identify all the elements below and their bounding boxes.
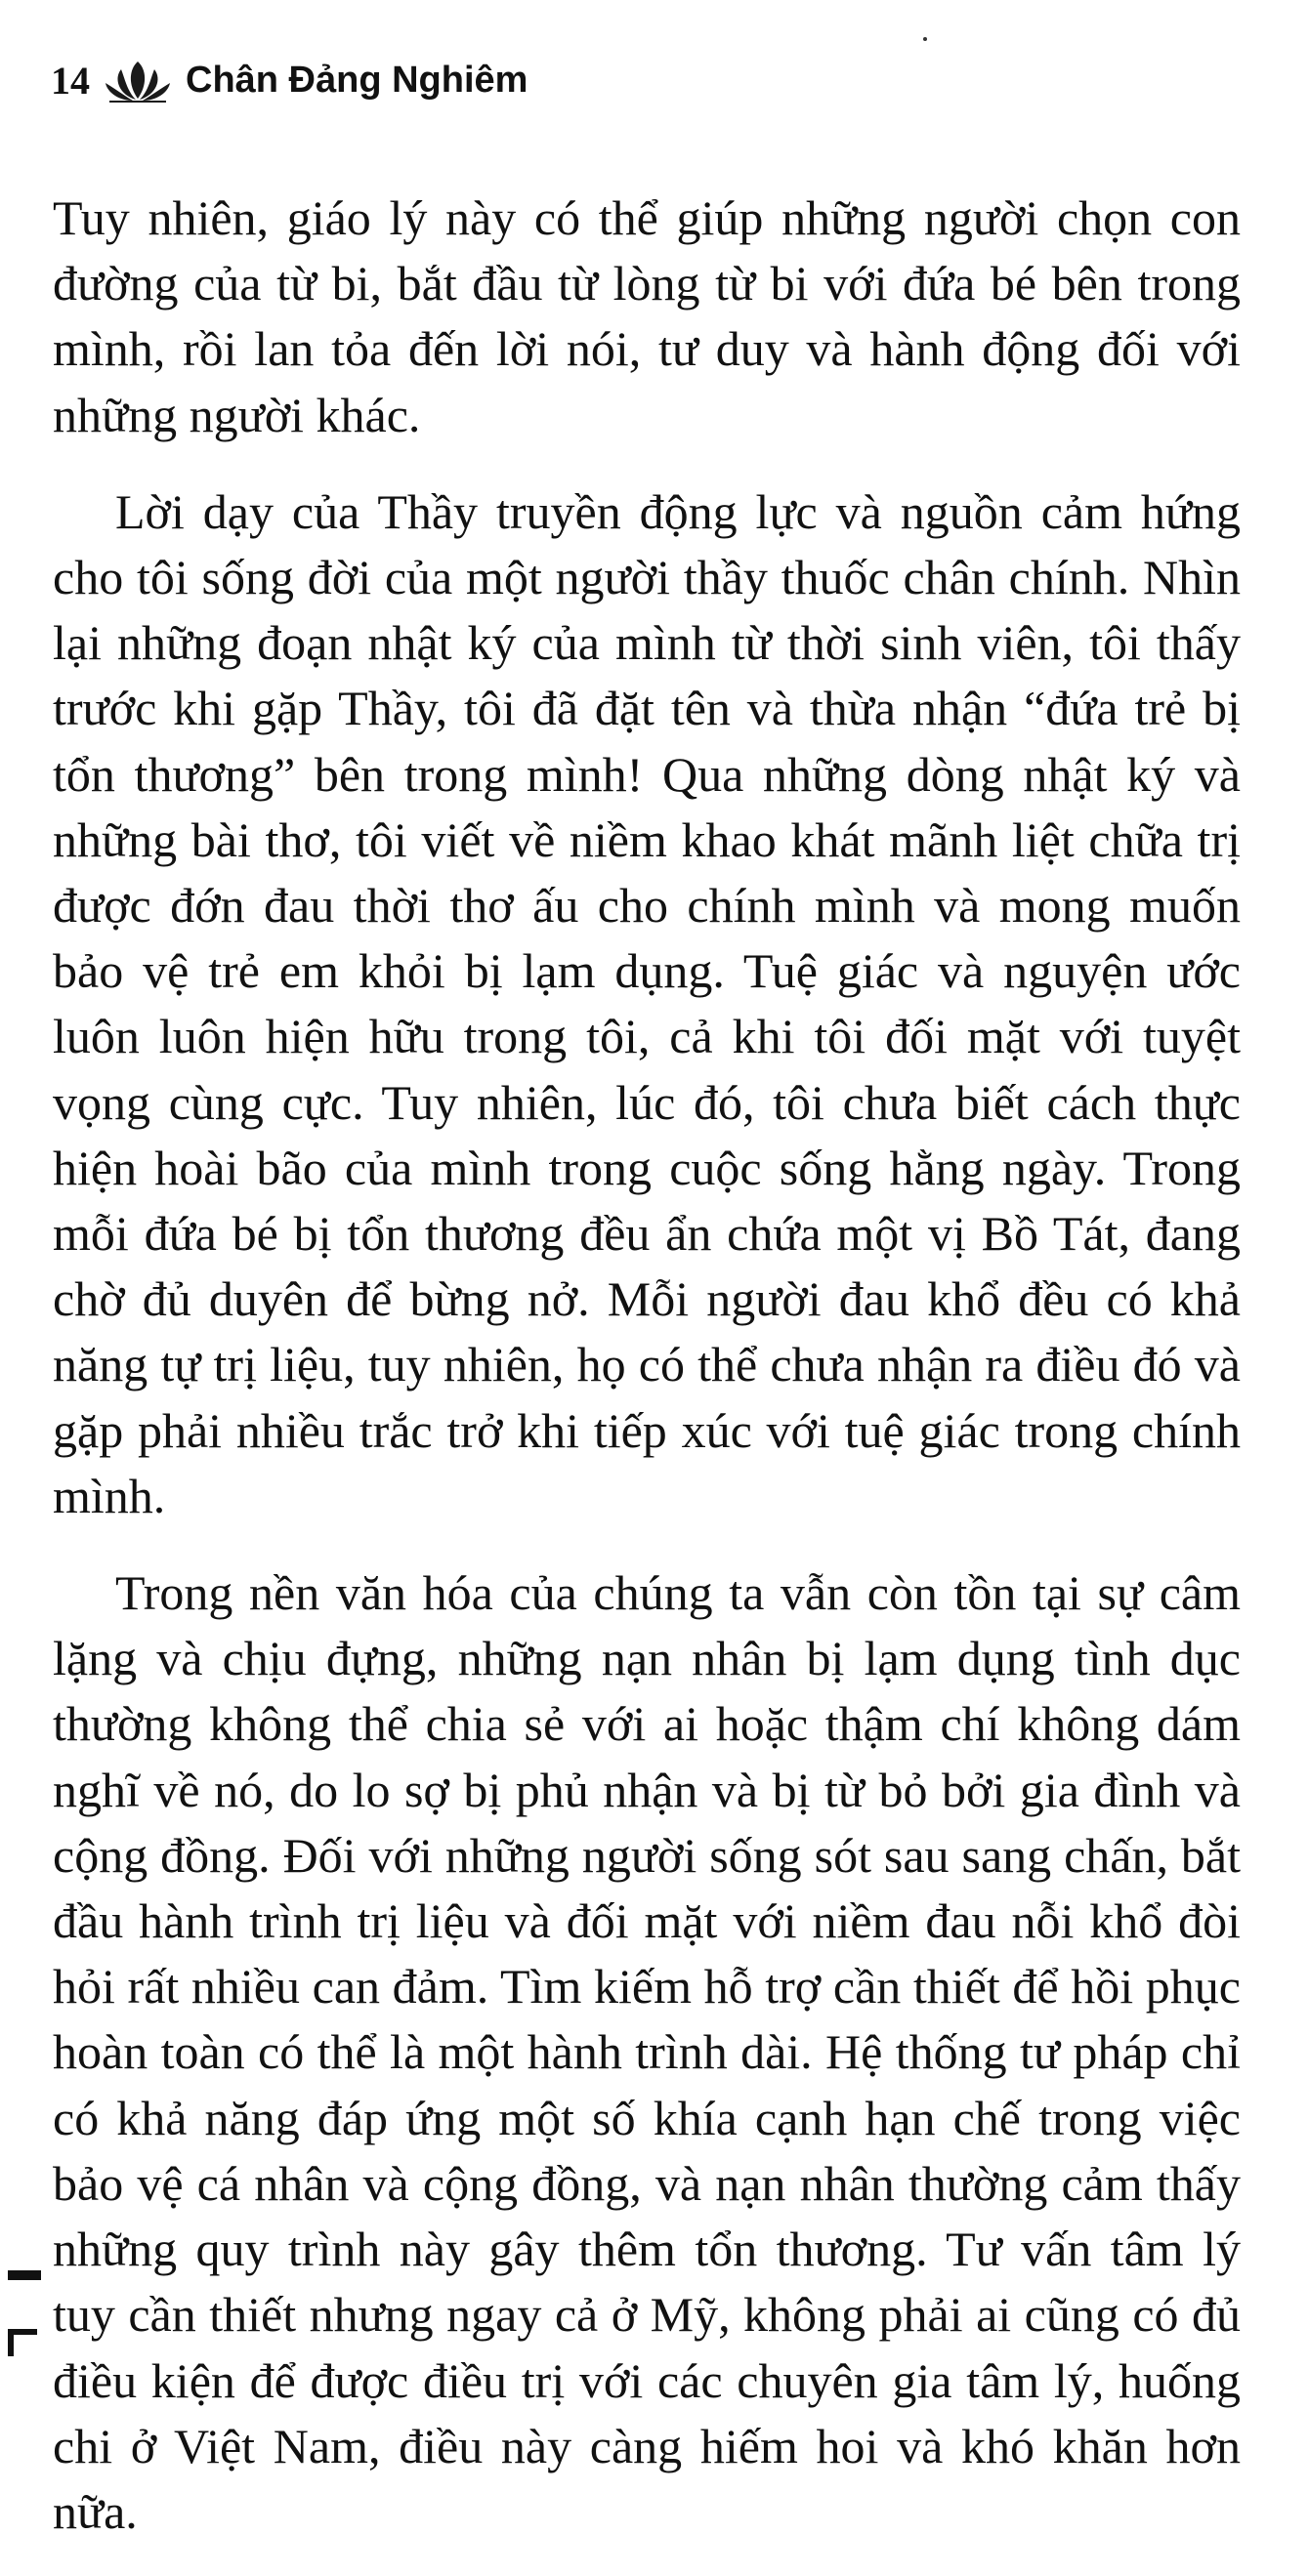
running-header: [51, 51, 528, 109]
paragraph-2: Lời dạy của Thầy truyền động lực và nguồn cảm hứng cho tôi sống đời của một người thầy thuốc chân chính. Nhìn lại những đoạn nhật ký của mình từ thời sinh viên, tôi thấy trước khi gặp Thầy, tôi đã đặt tên và thừa nhận “đứa trẻ bị tổn thương” bên trong mình! Qua những dòng nhật ký và những bài thơ, tôi viết về niềm khao khát mãnh liệt chữa trị được đớn đau thời thơ ấu cho chính mình và mong muốn bảo vệ trẻ em khỏi bị lạm dụng. Tuệ giác và nguyện ước luôn luôn hiện hữu trong tôi, cả khi tôi đối mặt với tuyệt vọng cùng cực. Tuy nhiên, lúc đó, tôi chưa biết cách thực hiện hoài bão của mình trong cuộc sống hằng ngày. Trong mỗi đứa bé bị tổn thương đều ẩn chứa một vị Bồ Tát, đang chờ đủ duyên để bừng nở. Mỗi người đau khổ đều có khả năng tự trị liệu, tuy nhiên, họ có thể chưa nhận ra điều đó và gặp phải nhiều trắc trở khi tiếp xúc với tuệ giác trong chính mình.: [53, 483, 1241, 1523]
paragraph-3: Trong nền văn hóa của chúng ta vẫn còn tồn tại sự câm lặng và chịu đựng, những nạn nhân bị lạm dụng tình dục thường không thể chia sẻ với ai hoặc thậm chí không dám nghĩ về nó, do lo sợ bị phủ nhận và bị từ bỏ bởi gia đình và cộng đồng. Đối với những người sống sót sau sang chấn, bắt đầu hành trình trị liệu và đối mặt với niềm đau nỗi khổ đòi hỏi rất nhiều can đảm. Tìm kiếm hỗ trợ cần thiết để hồi phục hoàn toàn có thể là một hành trình dài. Hệ thống tư pháp chỉ có khả năng đáp ứng một số khía cạnh hạn chế trong việc bảo vệ cá nhân và cộng đồng, và nạn nhân thường cảm thấy những quy trình này gây thêm tổn thương. Tư vấn tâm lý tuy cần thiết nhưng ngay cả ở Mỹ, không phải ai cũng có đủ điều kiện để được điều trị với các chuyên gia tâm lý, huống chi ở Việt Nam, điều này càng hiếm hoi và khó khăn hơn nữa.: [53, 1565, 1241, 2539]
lotus-icon: [100, 56, 176, 104]
scan-edge-mark: [8, 2270, 41, 2280]
paragraph-1: Tuy nhiên, giáo lý này có thể giúp những người chọn con đường của từ bi, bắt đầu từ lòng từ bi với đứa bé bên trong mình, rồi lan tỏa đến lời nói, tư duy và hành động đối với những người khác.: [53, 190, 1241, 442]
print-speck: [923, 37, 927, 41]
body-text: [53, 186, 1241, 2576]
book-title: Chân Đảng Nghiêm: [186, 59, 528, 101]
page-number: 14: [51, 58, 90, 103]
scan-edge-mark: [8, 2329, 14, 2356]
